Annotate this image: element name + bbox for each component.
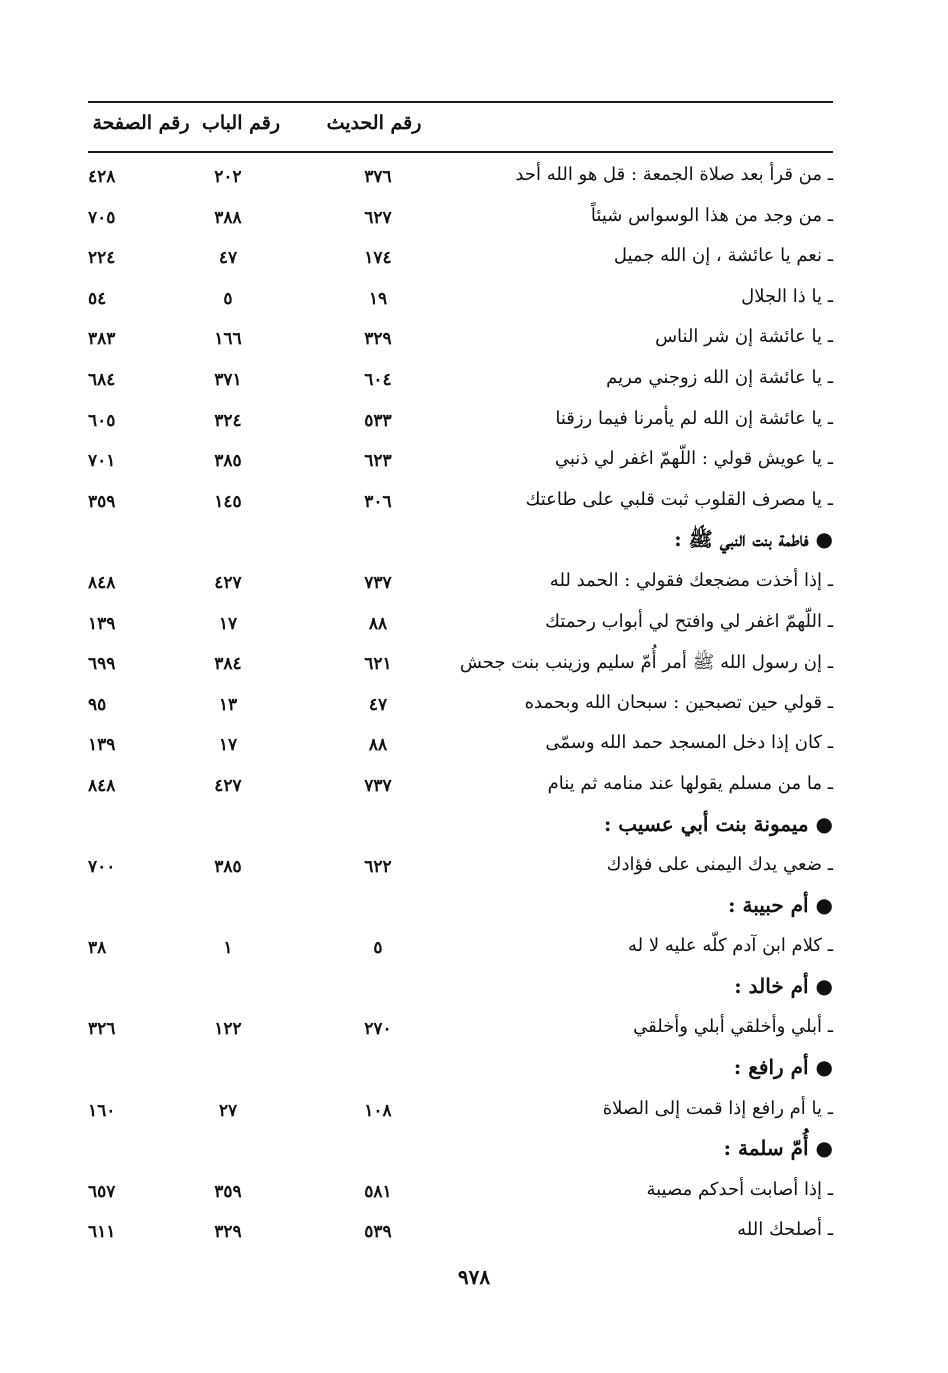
- table-row: [88, 404, 833, 445]
- table-row: [88, 322, 833, 363]
- hadith-number: ٤٧: [368, 694, 388, 715]
- page-ref: ٣٢٦: [88, 1019, 116, 1040]
- hadith-number: ٥٨١: [364, 1181, 392, 1202]
- bab-number: ١٧: [218, 735, 238, 756]
- section-heading: [88, 525, 833, 566]
- page-ref: ٨٤٨: [88, 775, 116, 796]
- bab-number: ١٧: [218, 613, 238, 634]
- page-ref: ٨٤٨: [88, 572, 116, 593]
- hadith-incipit: ـ كان إذا دخل المسجد حمد الله وسمّى: [545, 732, 833, 754]
- hadith-number: ٧٣٧: [364, 775, 392, 796]
- table-row: [88, 931, 833, 972]
- hadith-number: ٣٢٩: [364, 329, 392, 350]
- bab-number: ٣٨٨: [214, 207, 242, 228]
- table-row: [88, 201, 833, 242]
- hadith-number: ٨٨: [368, 613, 388, 634]
- page-ref: ١٦٠: [88, 1100, 116, 1121]
- page-ref: ٧٠٥: [88, 207, 116, 228]
- bab-number: ١٤٥: [214, 491, 242, 512]
- bab-number: ٣٨٥: [214, 451, 242, 472]
- table-row: [88, 688, 833, 729]
- bab-number: ٢٧: [218, 1100, 238, 1121]
- hadith-incipit: ـ أصلحك الله: [737, 1219, 833, 1241]
- page-number: ٩٧٨: [457, 1265, 491, 1289]
- bab-number: ٢٠٢: [214, 167, 242, 187]
- section-heading: [88, 972, 833, 1013]
- hadith-incipit: ـ يا عائشة إن شر الناس: [655, 326, 833, 348]
- hadith-incipit: ـ يا عائشة إن الله لم يأمرنا فيما رزقنا: [555, 407, 833, 429]
- hadith-number: ١٩: [368, 288, 388, 309]
- narrator-name: ● أُمّ سلمة :: [723, 1136, 833, 1161]
- narrator-name: ● أم حبيبة :: [728, 892, 833, 917]
- hadith-incipit: ـ يا أم رافع إذا قمت إلى الصلاة: [602, 1097, 833, 1119]
- page-ref: ٧٠١: [88, 451, 116, 472]
- bab-number: ١٦٦: [214, 329, 242, 350]
- hadith-incipit: ـ أبلي وأخلقي أبلي وأخلقي: [633, 1016, 833, 1038]
- bab-number: ١٢٢: [214, 1019, 242, 1040]
- hadith-incipit: ـ يا ذا الجلال: [741, 285, 833, 307]
- table-row: [88, 1012, 833, 1053]
- bab-number: ٤٢٧: [214, 775, 242, 796]
- hadith-incipit: ـ من وجد من هذا الوسواس شيئاً: [590, 204, 833, 226]
- bab-number: ٣٨٥: [214, 857, 242, 878]
- table-row: [88, 1175, 833, 1216]
- table-row: [88, 160, 833, 201]
- table-row: [88, 647, 833, 688]
- table-row: [88, 241, 833, 282]
- page-ref: ٧٠٠: [88, 857, 116, 878]
- section-heading: [88, 1134, 833, 1175]
- hadith-number: ٥٣٩: [364, 1222, 392, 1243]
- narrator-name: ● أم خالد :: [734, 973, 833, 998]
- bab-number: ٥: [223, 288, 233, 309]
- page-ref: ٦٩٩: [88, 654, 116, 675]
- table-row: [88, 728, 833, 769]
- hadith-number: ٦٢٣: [364, 451, 392, 472]
- page-ref: ٦٠٥: [88, 410, 116, 431]
- page-ref: ٦٨٤: [88, 369, 116, 390]
- hadith-incipit: ـ إذا أخذت مضجعك فقولي : الحمد لله: [549, 569, 833, 591]
- hadith-number: ١٧٤: [364, 248, 392, 269]
- hadith-incipit: ـ إن رسول الله ﷺ أمر أُمّ سليم وزينب بنت جحش: [459, 652, 833, 674]
- table-row: [88, 850, 833, 891]
- page-ref: ١٣٩: [88, 613, 116, 634]
- hadith-number: ٣٧٦: [364, 167, 392, 187]
- page-ref: ٦٥٧: [88, 1181, 116, 1202]
- hadith-incipit: ـ ضعي يدك اليمنى على فؤادك: [606, 854, 833, 876]
- section-heading: [88, 891, 833, 932]
- table-row: [88, 363, 833, 404]
- hadith-incipit: ـ من قرأ بعد صلاة الجمعة : قل هو الله أحد: [515, 164, 833, 185]
- table-row: [88, 485, 833, 526]
- hadith-number: ٦٢٧: [364, 207, 392, 228]
- bab-number: ٣٢٩: [214, 1222, 242, 1243]
- table-row: [88, 566, 833, 607]
- page-ref: ٥٤: [88, 288, 107, 309]
- page-ref: ٣٨: [88, 938, 107, 959]
- table-row: [88, 769, 833, 810]
- hadith-number: ١٠٨: [364, 1100, 392, 1121]
- header-hadith-number: رقم الحديث: [326, 112, 422, 134]
- hadith-number: ٧٣٧: [364, 572, 392, 593]
- hadith-number: ٢٧٠: [364, 1019, 392, 1040]
- hadith-number: ٦٢٢: [364, 857, 392, 878]
- bab-number: ٣٥٩: [214, 1181, 242, 1202]
- table-row: [88, 1094, 833, 1135]
- hadith-number: ٥٣٣: [364, 410, 392, 431]
- narrator-name: ● فاطمة بنت النبي ﷺ :: [674, 527, 833, 552]
- page-ref: ٤٢٨: [88, 167, 116, 187]
- bab-number: ٣٧١: [214, 369, 242, 390]
- bab-number: ٤٢٧: [214, 572, 242, 593]
- narrator-name: ● أم رافع :: [733, 1055, 833, 1080]
- section-heading: [88, 1053, 833, 1094]
- hadith-incipit: ـ يا مصرف القلوب ثبت قلبي على طاعتك: [525, 488, 833, 510]
- hadith-incipit: ـ قولي حين تصبحين : سبحان الله وبحمده: [524, 691, 833, 713]
- section-heading: [88, 810, 833, 851]
- hadith-number: ٨٨: [368, 735, 388, 756]
- table-row: [88, 444, 833, 485]
- page-ref: ٣٥٩: [88, 491, 116, 512]
- page-ref: ٦١١: [88, 1222, 116, 1243]
- hadith-incipit: ـ ما من مسلم يقولها عند منامه ثم ينام: [547, 772, 833, 794]
- hadith-incipit: ـ نعم يا عائشة ، إن الله جميل: [613, 245, 833, 267]
- bab-number: ٣٢٤: [214, 410, 242, 431]
- hadith-incipit: ـ يا عائشة إن الله زوجني مريم: [606, 366, 833, 388]
- hadith-number: ٦٠٤: [364, 369, 392, 390]
- hadith-number: ٥: [373, 938, 383, 959]
- table-row: [88, 607, 833, 648]
- page-ref: ٣٨٣: [88, 329, 116, 350]
- bab-number: ٣٨٤: [214, 654, 242, 675]
- page-ref: ٩٥: [88, 694, 107, 715]
- hadith-number: ٦٢١: [364, 654, 392, 675]
- hadith-incipit: ـ كلام ابن آدم كلّه عليه لا له: [627, 935, 833, 957]
- bab-number: ١٣: [218, 694, 238, 715]
- hadith-incipit: ـ اللّهمّ اغفر لي وافتح لي أبواب رحمتك: [545, 610, 833, 632]
- table-row: [88, 282, 833, 323]
- top-rule: [88, 101, 833, 103]
- page-ref: ١٣٩: [88, 735, 116, 756]
- index-table: [88, 160, 833, 1256]
- bab-number: ١: [223, 938, 233, 959]
- hadith-incipit: ـ يا عويش قولي : اللّهمّ اغفر لي ذنبي: [554, 448, 833, 470]
- hadith-incipit: ـ إذا أصابت أحدكم مصيبة: [646, 1178, 833, 1200]
- hadith-number: ٣٠٦: [364, 491, 392, 512]
- bab-number: ٤٧: [218, 248, 238, 269]
- header-page-number: رقم الصفحة: [92, 112, 190, 134]
- narrator-name: ● ميمونة بنت أبي عسيب :: [603, 811, 833, 836]
- header-bab-number: رقم الباب: [202, 112, 280, 134]
- page-ref: ٢٢٤: [88, 248, 116, 269]
- header-bottom-rule: [88, 151, 833, 153]
- table-row: [88, 1215, 833, 1256]
